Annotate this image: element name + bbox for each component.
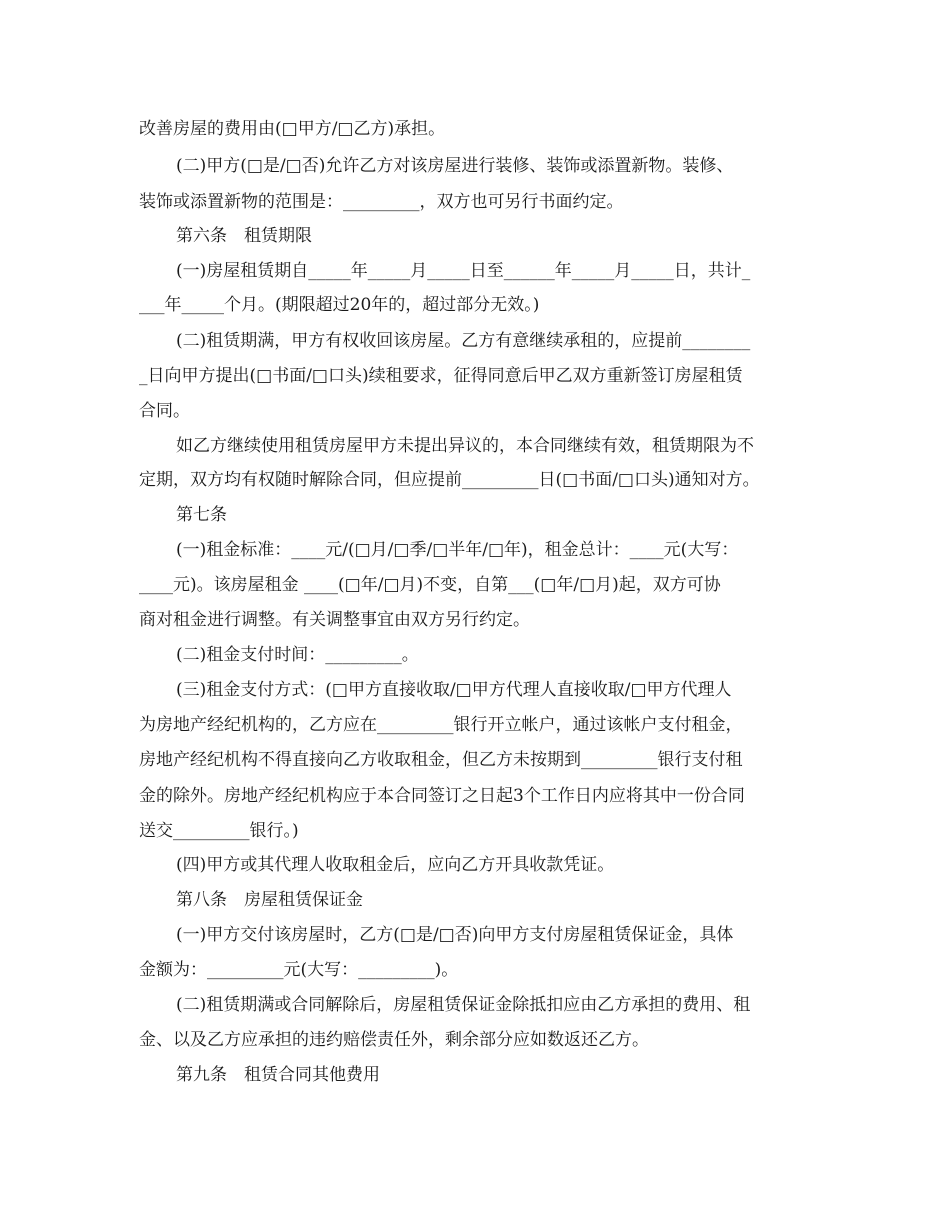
text-line: (二)租金支付时间：_________。 (176, 645, 419, 665)
text-line: 为房地产经纪机构的，乙方应在_________银行开立帐户，通过该帐户支付租金， (139, 715, 743, 735)
text-line: 金额为：_________元(大写：_________)。 (139, 960, 459, 980)
section-heading: 第九条 租赁合同其他费用 (176, 1065, 380, 1085)
text-line: 装饰或添置新物的范围是：_________，双方也可另行书面约定。 (139, 192, 624, 212)
text-line: _日向甲方提出(□书面/□口头)续租要求，征得同意后甲乙双方重新签订房屋租赁 (139, 366, 743, 386)
text-line: 金的除外。房地产经纪机构应于本合同签订之日起3个工作日内应将其中一份合同 (139, 786, 745, 806)
text-line: (一)租金标准：____元/(□月/□季/□半年/□年)，租金总计：____元(大写： (176, 540, 739, 560)
section-heading: 第七条 (176, 505, 227, 525)
text-line: 房地产经纪机构不得直接向乙方收取租金，但乙方未按期到_________银行支付租 (139, 750, 743, 770)
text-line: (二)甲方(□是/□否)允许乙方对该房屋进行装修、装饰或添置新物。装修、 (176, 156, 734, 176)
text-line: 商对租金进行调整。有关调整事宜由双方另行约定。 (139, 610, 530, 630)
text-line: 改善房屋的费用由(□甲方/□乙方)承担。 (139, 119, 446, 139)
text-line: (一)甲方交付该房屋时，乙方(□是/□否)向甲方支付房屋租赁保证金，具体 (176, 925, 734, 945)
section-heading: 第八条 房屋租赁保证金 (176, 890, 363, 910)
text-line: ____元)。该房屋租金 ____(□年/□月)不变，自第___(□年/□月)起，双方可协 (139, 575, 721, 595)
text-line: (一)房屋租赁期自_____年_____月_____日至______年_____月_____日，共计_ (176, 261, 751, 281)
text-line: 金、以及乙方应承担的违约赔偿责任外，剩余部分应如数返还乙方。 (139, 1030, 649, 1050)
text-line: ___年_____个月。(期限超过20年的，超过部分无效。) (139, 295, 540, 315)
text-line: 送交_________银行。) (139, 821, 299, 841)
text-line: (三)租金支付方式：(□甲方直接收取/□甲方代理人直接收取/□甲方代理人 (176, 680, 732, 700)
section-heading: 第六条 租赁期限 (176, 226, 312, 246)
text-line: (四)甲方或其代理人收取租金后，应向乙方开具收款凭证。 (176, 855, 615, 875)
text-line: 如乙方继续使用租赁房屋甲方未提出异议的，本合同继续有效，租赁期限为不 (176, 436, 754, 456)
text-line: 合同。 (139, 401, 190, 421)
text-line: (二)租赁期满，甲方有权收回该房屋。乙方有意继续承租的，应提前________ (176, 331, 751, 351)
text-line: (二)租赁期满或合同解除后，房屋租赁保证金除抵扣应由乙方承担的费用、租 (176, 995, 751, 1015)
text-line: 定期，双方均有权随时解除合同，但应提前_________日(□书面/□口头)通知对方。 (139, 470, 760, 490)
